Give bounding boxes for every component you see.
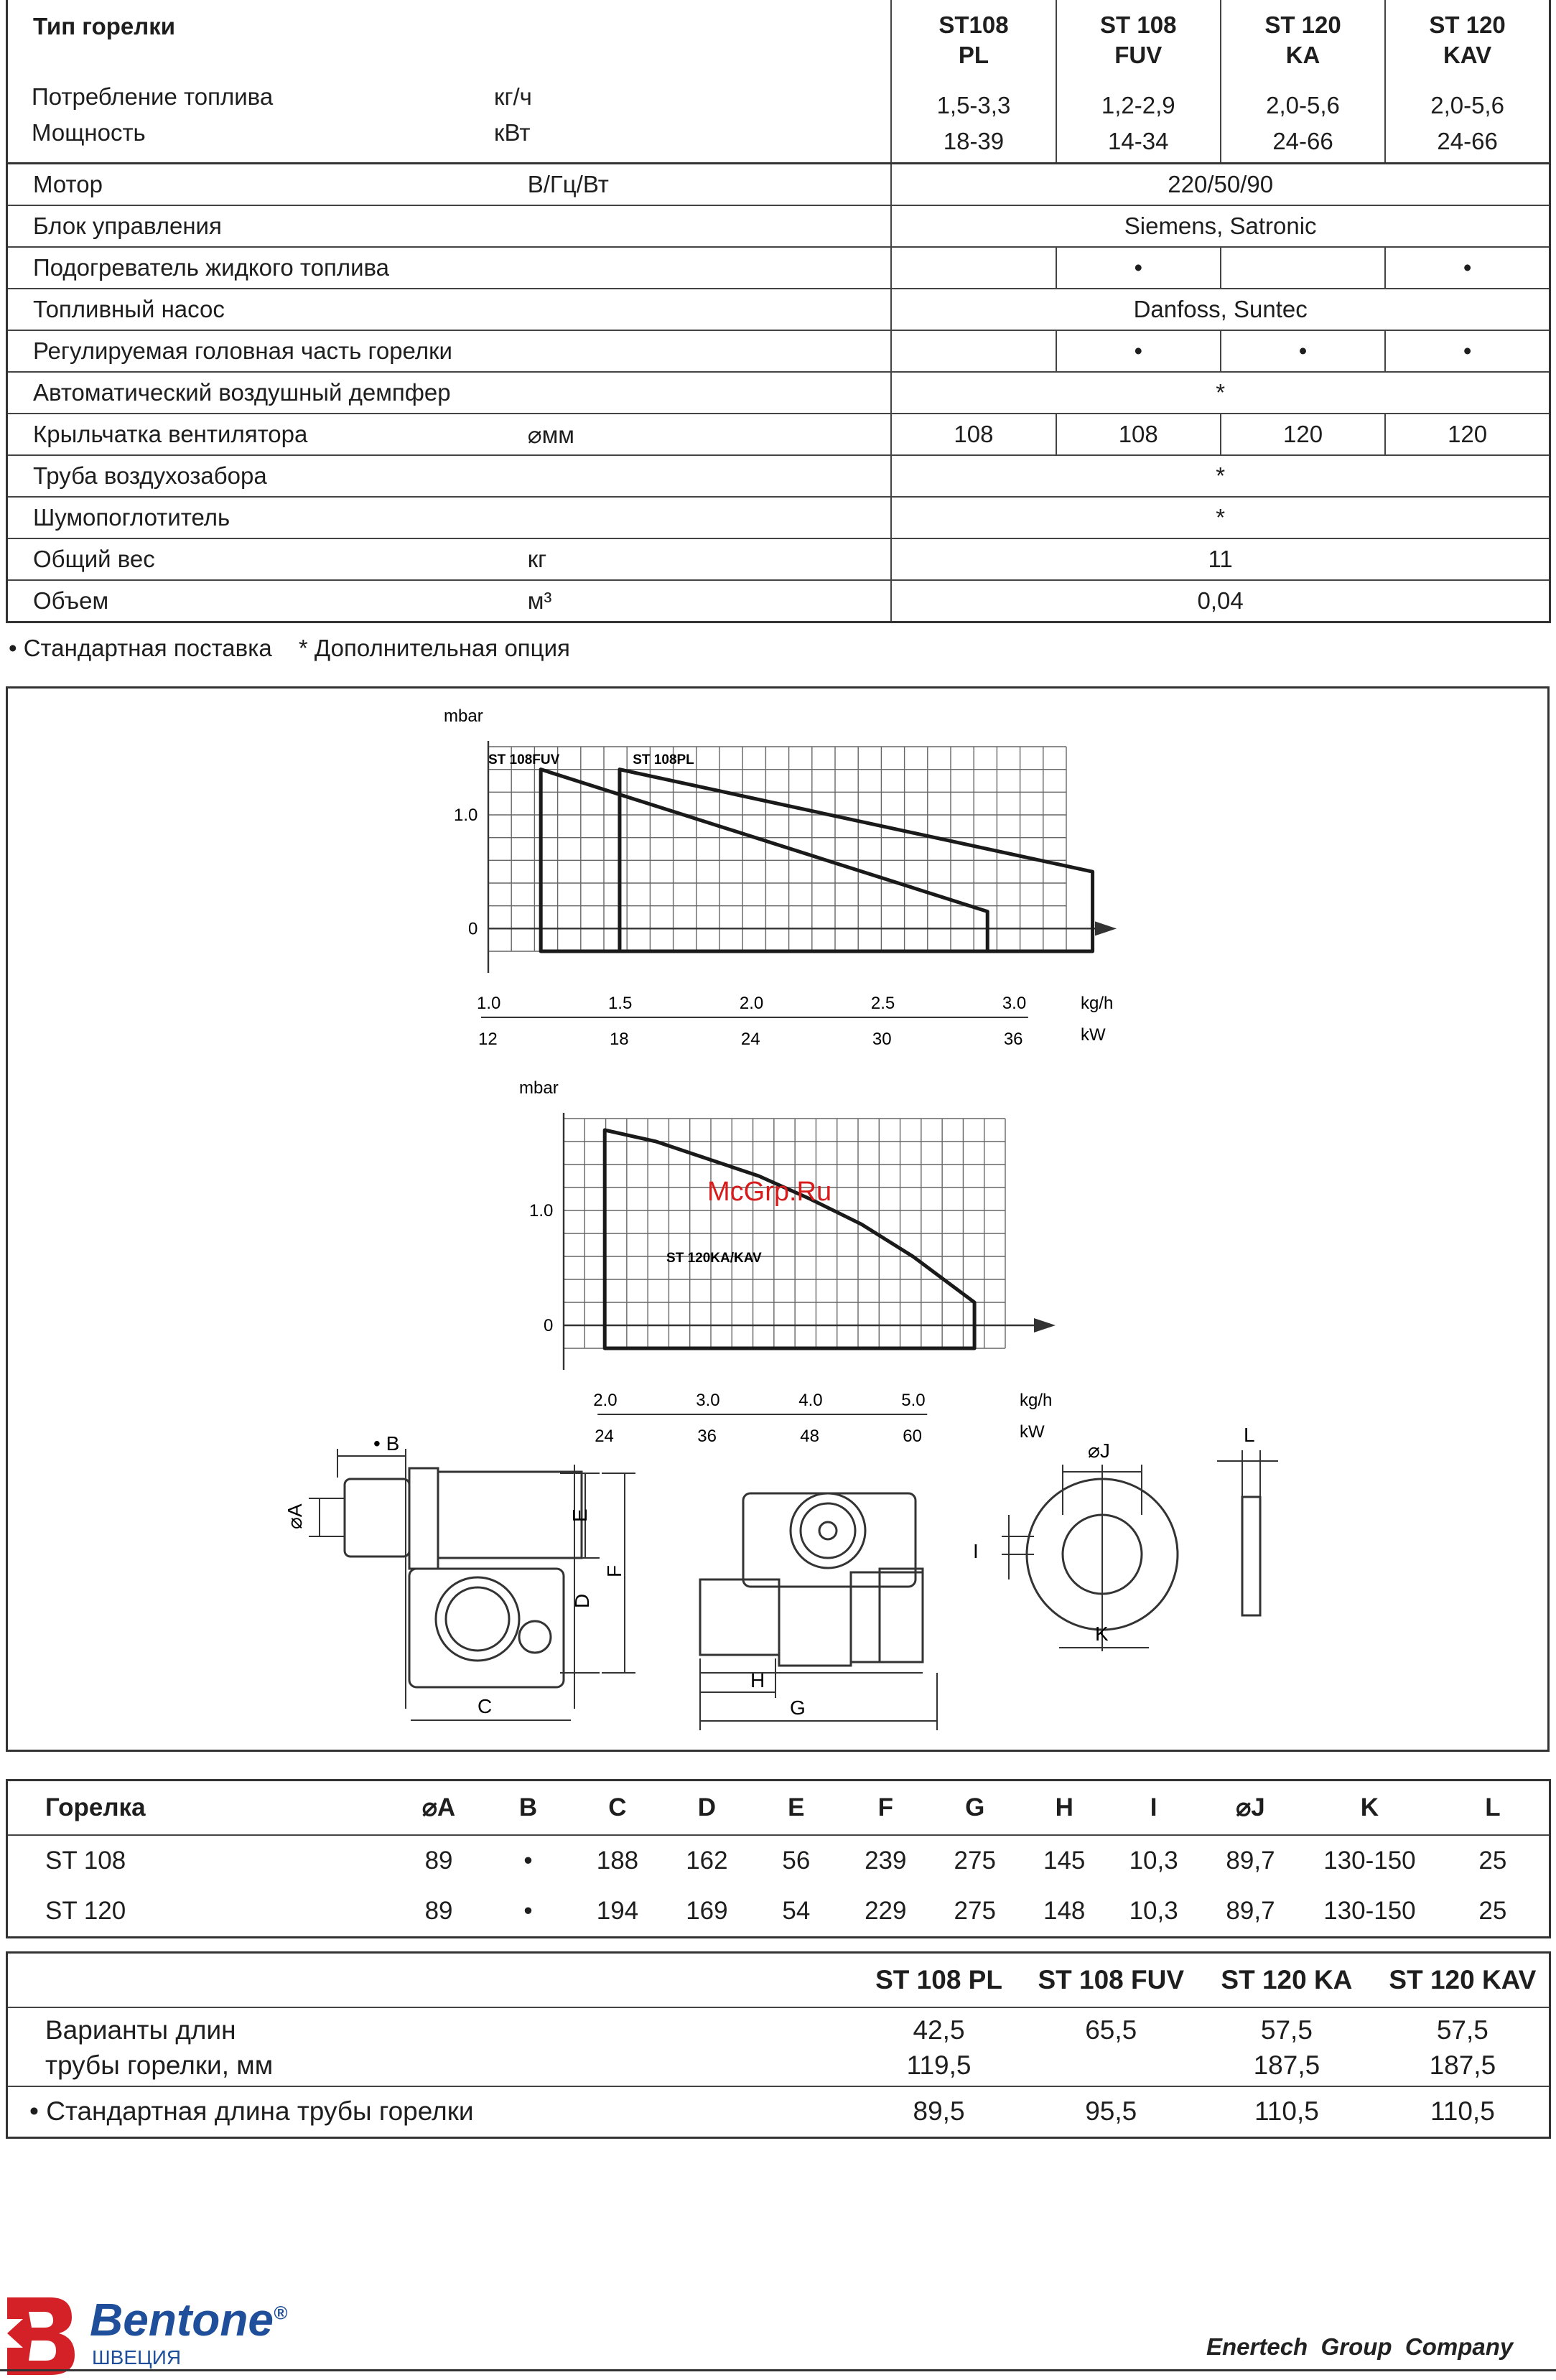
footer-rule [0, 2369, 1556, 2371]
brand-country: ШВЕЦИЯ [92, 2346, 182, 2369]
spec-row-control: Блок управления Siemens, Satronic [7, 205, 1550, 247]
x-axis-arrow [1095, 921, 1117, 935]
spec-row-weight: Общий вес кг 11 [7, 538, 1550, 580]
dim-label-e: E [569, 1508, 591, 1522]
dims-table [6, 1779, 1551, 1938]
burner-side-drawing [309, 1449, 635, 1720]
spec-row-damper: Автоматический воздушный демпфер * [7, 372, 1550, 414]
spec-fuel-power-units: кг/ч кВт [494, 83, 532, 146]
series-label: ST 108PL [633, 752, 694, 767]
dim-label-d: D [571, 1593, 593, 1608]
tubes-variants-row-2: трубы горелки, мм 119,5 187,5 187,5 [7, 2046, 1550, 2086]
x-tick-label: 3.0 [696, 1391, 720, 1410]
spec-header-label: Тип горелки [7, 0, 892, 164]
spec-model-4: ST 120 KAV 2,0-5,6 24-66 [1385, 0, 1550, 164]
x2-tick-label: 18 [609, 1030, 629, 1049]
y-tick-label: 0 [544, 1316, 554, 1335]
spec-row-pump: Топливный насос Danfoss, Suntec [7, 289, 1550, 330]
dim-label-b: • B [373, 1432, 400, 1455]
x2-tick-label: 24 [740, 1030, 760, 1049]
y-axis-label: mbar [519, 1078, 559, 1098]
x2-tick-label: 48 [800, 1427, 819, 1446]
dim-label-g: G [790, 1697, 806, 1719]
dim-label-k: K [1095, 1623, 1109, 1645]
dim-label-l: L [1244, 1424, 1255, 1446]
legend-optional: * Дополнительная опция [298, 635, 570, 661]
spec-row-impeller: Крыльчатка вентилятора ⌀мм 108 108 120 120 [7, 414, 1550, 455]
y-axis-label: mbar [444, 706, 483, 726]
tubes-header-row: ST 108 PL ST 108 FUV ST 120 KA ST 120 KAV [7, 1953, 1550, 2007]
y-tick-label: 1.0 [529, 1201, 554, 1221]
legend-standard: • Стандартная поставка [9, 635, 272, 661]
chart-st120 [519, 1078, 1056, 1446]
gasket-drawing [1217, 1450, 1278, 1615]
burner-front-drawing [700, 1493, 937, 1730]
watermark: McGrp.Ru [707, 1177, 832, 1207]
spec-fuel-power-labels: Потребление топлива Мощность [32, 83, 274, 146]
chart-st108 [444, 706, 1117, 1049]
dim-label-j: ⌀J [1088, 1439, 1110, 1462]
company-name: Enertech Group Company [1206, 2333, 1514, 2360]
dim-label-a: ⌀A [284, 1503, 306, 1529]
x2-tick-label: 24 [595, 1427, 614, 1446]
table-row: ST 120 89 • 194 169 54 229 275 148 10,3 89,7 130-150 25 [45, 1897, 1507, 1925]
table-row: ST 108 89 • 188 162 56 239 275 145 10,3 89,7 130-150 25 [45, 1847, 1507, 1875]
spec-model-3: ST 120 KA 2,0-5,6 24-66 [1221, 0, 1385, 164]
spec-row-motor: Мотор В/Гц/Вт 220/50/90 [7, 164, 1550, 206]
y-tick-label: 0 [468, 919, 478, 939]
x-axis-label: kg/h [1081, 994, 1114, 1013]
x2-axis-label: kW [1020, 1422, 1045, 1442]
x-tick-label: 4.0 [798, 1391, 823, 1410]
tubes-variants-row-1: Варианты длин 42,5 65,5 57,5 57,5 [7, 2007, 1550, 2046]
tubes-standard-row: • Стандартная длина трубы горелки 89,5 95,5 110,5 110,5 [29, 2096, 1495, 2127]
x2-axis-label: kW [1081, 1025, 1106, 1045]
x-axis-arrow [1034, 1318, 1056, 1333]
dim-label-i: I [973, 1540, 979, 1562]
x2-tick-label: 30 [872, 1030, 892, 1049]
series-label: ST 120KA/KAV [666, 1251, 762, 1266]
x-tick-label: 5.0 [901, 1391, 926, 1410]
dim-label-c: C [477, 1695, 493, 1717]
dims-header-row: Горелка ⌀A B C D E F G H I ⌀J K L [7, 1781, 1550, 1836]
spec-row-head: Регулируемая головная часть горелки • • • [7, 330, 1550, 372]
series-area [605, 1130, 974, 1348]
y-tick-label: 1.0 [454, 806, 478, 825]
x2-tick-label: 36 [697, 1427, 717, 1446]
x2-tick-label: 60 [903, 1427, 922, 1446]
x-axis-label: kg/h [1020, 1391, 1053, 1410]
spec-model-2: ST 108 FUV 1,2-2,9 14-34 [1056, 0, 1221, 164]
spec-row-silencer: Шумопоглотитель * [7, 497, 1550, 538]
brand-name: Bentone® [90, 2294, 288, 2346]
x-tick-label: 2.0 [739, 994, 764, 1013]
x-tick-label: 1.0 [477, 994, 501, 1013]
x-tick-label: 1.5 [607, 994, 633, 1013]
x2-tick-label: 36 [1003, 1030, 1023, 1049]
x-tick-label: 2.5 [870, 994, 895, 1013]
dim-label-h: H [750, 1669, 765, 1691]
x-tick-label: 3.0 [1002, 994, 1027, 1013]
spec-row-preheater: Подогреватель жидкого топлива • • [7, 247, 1550, 289]
bentone-logo-icon [0, 2290, 79, 2376]
x2-tick-label: 12 [478, 1030, 498, 1049]
series-label: ST 108FUV [488, 752, 560, 767]
flange-drawing [1002, 1465, 1178, 1651]
tubes-table [6, 1951, 1551, 2139]
dim-label-f: F [603, 1564, 625, 1577]
spec-model-1: ST108 PL 1,5-3,3 18-39 [891, 0, 1056, 164]
bentone-logo-mark [0, 2290, 79, 2376]
spec-row-volume: Объем м³ 0,04 [7, 580, 1550, 622]
spec-row-intake: Труба воздухозабора * [7, 455, 1550, 497]
x-tick-label: 2.0 [593, 1391, 618, 1410]
